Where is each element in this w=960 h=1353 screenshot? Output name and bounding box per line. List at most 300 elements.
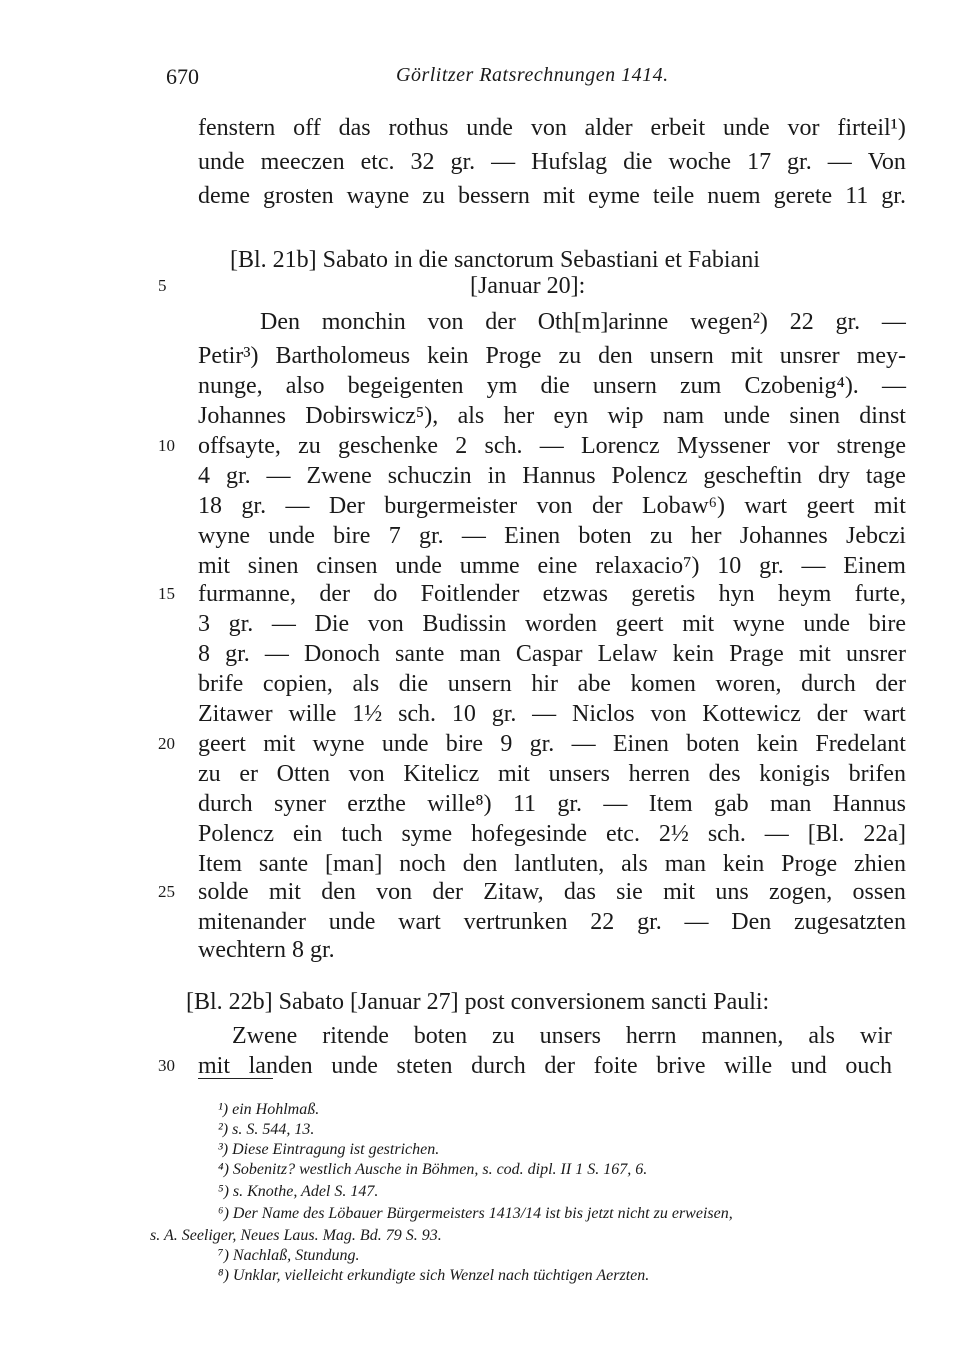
word: man: [770, 791, 812, 817]
word: gr.: [759, 553, 784, 579]
word: den: [321, 879, 356, 905]
text-line: [198, 698, 906, 730]
word: eyme: [587, 183, 640, 209]
word: her: [690, 523, 722, 549]
line-number: 15: [158, 584, 175, 603]
word: mit: [198, 553, 231, 579]
word: unde: [723, 403, 771, 429]
word: mit: [873, 493, 906, 519]
word: sch.: [707, 821, 746, 847]
text-line: [198, 340, 906, 372]
word: Foitlender: [420, 581, 520, 607]
word: von: [348, 761, 385, 787]
word: 8: [198, 641, 210, 667]
word: cinsen: [316, 553, 378, 579]
word: woren,: [715, 671, 782, 697]
word: etc.: [360, 149, 395, 175]
word: Hannus: [522, 463, 596, 489]
text-line: [198, 460, 906, 492]
word: furmanne,: [198, 581, 296, 607]
word: erzthe: [347, 791, 406, 817]
word: mey-: [856, 343, 906, 369]
word: boten: [686, 731, 740, 757]
word: unsrer: [845, 641, 906, 667]
word: bire: [868, 611, 906, 637]
word: von: [650, 701, 687, 727]
word: bire: [333, 523, 371, 549]
word: mannen,: [701, 1023, 784, 1049]
word: schuczin: [387, 463, 472, 489]
word: gab: [714, 791, 749, 817]
word: unsrer: [779, 343, 840, 369]
word: die: [623, 149, 653, 175]
word: 3: [198, 611, 210, 637]
word: wegen²): [690, 309, 768, 335]
word: dry: [817, 463, 850, 489]
word: Niclos: [571, 701, 635, 727]
word: grosten: [262, 183, 334, 209]
word: burgermeister: [384, 493, 518, 519]
word: eine: [537, 553, 578, 579]
footnote: ¹) ein Hohlmaß.: [218, 1101, 320, 1118]
word: 18: [198, 493, 222, 519]
word: strenge: [836, 433, 906, 459]
text-line: [198, 112, 906, 144]
word: die: [540, 373, 570, 399]
word: zhien: [853, 851, 906, 877]
word: Johannes: [198, 403, 286, 429]
word: Hufslag: [531, 149, 608, 175]
word: zu: [198, 761, 221, 787]
running-head: Görlitzer Ratsrechnungen 1414.: [396, 64, 669, 86]
word: von: [376, 879, 413, 905]
word: —: [539, 433, 564, 459]
word: lantluten,: [514, 851, 605, 877]
word: syme: [401, 821, 453, 847]
word: brive: [656, 1053, 706, 1079]
word: mit: [263, 731, 296, 757]
word: heym: [777, 581, 832, 607]
word: —: [264, 641, 289, 667]
word: gerete: [773, 183, 833, 209]
word: Bartholomeus: [275, 343, 411, 369]
text-line: [260, 306, 906, 338]
word: unde: [803, 611, 851, 637]
word: —: [881, 309, 906, 335]
word: her: [503, 403, 535, 429]
word: bire: [445, 731, 484, 757]
word: 10: [717, 553, 742, 579]
word: Item: [198, 851, 242, 877]
word: unsers: [548, 761, 610, 787]
word: unsern: [649, 343, 714, 369]
word: von: [536, 493, 573, 519]
word: teile: [652, 183, 695, 209]
text-line: [198, 638, 906, 670]
word: Die: [314, 611, 350, 637]
text-line: [198, 180, 906, 212]
text-line: [232, 1020, 892, 1052]
word: der: [816, 701, 848, 727]
word: mit: [663, 879, 696, 905]
word: Prage: [729, 641, 784, 667]
word: Der: [328, 493, 365, 519]
word: Zitawer: [198, 701, 273, 727]
word: —: [271, 611, 296, 637]
word: der: [319, 581, 350, 607]
word: unde: [381, 731, 429, 757]
word: 22: [789, 309, 814, 335]
word: wyne: [312, 731, 365, 757]
word: Einen: [504, 523, 561, 549]
word: Polencz: [198, 821, 274, 847]
word: zu: [298, 433, 321, 459]
word: der: [544, 1053, 575, 1079]
word: Von: [867, 149, 906, 175]
text-line: [198, 1050, 892, 1082]
word: Otten: [276, 761, 330, 787]
word: zogen,: [768, 879, 833, 905]
word: Johannes: [739, 523, 828, 549]
word: mitenander: [198, 909, 306, 935]
word: wille: [288, 701, 337, 727]
word: [Bl.: [807, 821, 845, 847]
word: Fredelant: [815, 731, 906, 757]
word: Item: [648, 791, 693, 817]
text-line: [198, 608, 906, 640]
word: der: [591, 493, 623, 519]
word: —: [571, 731, 596, 757]
word: solde: [198, 879, 249, 905]
word: zu: [422, 183, 445, 209]
word: gr.: [450, 149, 476, 175]
word: vor: [787, 433, 820, 459]
word: sch.: [398, 701, 437, 727]
word: brifen: [848, 761, 906, 787]
word: kein: [427, 343, 469, 369]
word: mit: [682, 611, 715, 637]
word: hir: [531, 671, 558, 697]
line-number: 20: [158, 734, 175, 753]
text-line: [198, 876, 906, 908]
word: foite: [593, 1053, 638, 1079]
word: unsers: [539, 1023, 601, 1049]
text-line: [198, 400, 906, 432]
word: mit: [730, 343, 763, 369]
word: offsayte,: [198, 433, 281, 459]
word: 10: [451, 701, 476, 727]
text-line: [198, 146, 906, 178]
word: das: [338, 115, 371, 141]
word: 11: [845, 183, 869, 209]
word: ouch: [845, 1053, 892, 1079]
word: erbeit: [650, 115, 706, 141]
line-number: 30: [158, 1056, 175, 1075]
word: kein: [722, 851, 765, 877]
section-heading-date: [Januar 20]:: [470, 273, 586, 299]
word: steten: [396, 1053, 453, 1079]
text-line: [198, 520, 906, 552]
word: 9: [500, 731, 513, 757]
word: Hannus: [832, 791, 906, 817]
word: unde: [395, 553, 442, 579]
word: wart: [744, 493, 788, 519]
word: mit: [542, 183, 575, 209]
word: sante: [258, 851, 309, 877]
word: der: [485, 309, 516, 335]
word: wir: [859, 1023, 892, 1049]
word: wart: [398, 909, 441, 935]
word: gr.: [637, 909, 662, 935]
word: gr.: [881, 183, 906, 209]
word: ritende: [322, 1023, 389, 1049]
word: —: [684, 909, 709, 935]
word: kein: [756, 731, 799, 757]
word: meeczen: [260, 149, 345, 175]
word: bessern: [457, 183, 530, 209]
word: 2: [455, 433, 468, 459]
word: unsern: [592, 373, 657, 399]
word: man: [459, 641, 501, 667]
word: unde: [198, 149, 245, 175]
footnote: s. A. Seeliger, Neues Laus. Mag. Bd. 79 S. 93.: [150, 1227, 442, 1244]
word: 22a]: [863, 821, 906, 847]
text-line: [198, 758, 906, 790]
word: den: [598, 343, 633, 369]
word: —: [827, 149, 852, 175]
word: gr.: [835, 309, 861, 335]
word: etzwas: [542, 581, 608, 607]
word: von: [530, 115, 567, 141]
word: von: [427, 309, 464, 335]
word: boten: [578, 523, 632, 549]
word: noch: [399, 851, 446, 877]
word: alder: [584, 115, 633, 141]
word: sinen: [247, 553, 299, 579]
word: Lorencz: [580, 433, 660, 459]
text-line: [198, 430, 906, 462]
word: und: [790, 1053, 827, 1079]
word: rothus: [388, 115, 449, 141]
word: als: [457, 403, 485, 429]
word: gr.: [225, 641, 250, 667]
word: geert: [615, 611, 664, 637]
word: abe: [577, 671, 611, 697]
word: Kottewicz: [702, 701, 801, 727]
word: geschenke: [338, 433, 438, 459]
word: [man]: [325, 851, 383, 877]
footnote: ⁸) Unklar, vielleicht erkundigte sich Wenzel nach tüchtigen Aerzten.: [218, 1267, 650, 1284]
word: geretis: [631, 581, 696, 607]
word: firteil¹): [837, 115, 906, 141]
word: wip: [607, 403, 644, 429]
text-line: [198, 370, 906, 402]
word: —: [491, 149, 516, 175]
word: gr.: [418, 523, 444, 549]
word: sante: [395, 641, 445, 667]
word: wille: [724, 1053, 773, 1079]
text-line: [198, 668, 906, 700]
word: gr.: [241, 493, 267, 519]
text-line: wechtern 8 gr.: [198, 937, 335, 963]
section-heading: [Bl. 22b] Sabato [Januar 27] post conversionem sancti Pauli:: [186, 989, 770, 1015]
word: die: [398, 671, 429, 697]
word: Einen: [612, 731, 669, 757]
word: dinst: [859, 403, 906, 429]
word: —: [881, 373, 906, 399]
word: durch: [471, 1053, 526, 1079]
word: landen: [248, 1053, 313, 1079]
word: Oth[m]arinne: [537, 309, 669, 335]
word: er: [239, 761, 258, 787]
word: Polencz: [611, 463, 688, 489]
word: gr.: [491, 701, 517, 727]
word: 22: [590, 909, 615, 935]
word: der: [432, 879, 463, 905]
word: Den: [731, 909, 772, 935]
word: Zwene: [232, 1023, 298, 1049]
word: sch.: [484, 433, 523, 459]
word: tage: [865, 463, 906, 489]
word: herrn: [625, 1023, 677, 1049]
word: mit: [798, 641, 831, 667]
word: unde: [466, 115, 513, 141]
word: relaxacio⁷): [595, 553, 700, 579]
word: Petir³): [198, 343, 259, 369]
word: worden: [525, 611, 597, 637]
word: wayne: [346, 183, 410, 209]
word: Caspar: [515, 641, 583, 667]
text-line: [198, 788, 906, 820]
word: der: [875, 671, 906, 697]
word: 2½: [658, 821, 689, 847]
footnote: ⁵) s. Knothe, Adel S. 147.: [218, 1183, 379, 1200]
word: Den: [260, 309, 300, 335]
word: —: [532, 701, 557, 727]
word: gr.: [787, 149, 812, 175]
word: 17: [747, 149, 772, 175]
word: zu: [558, 343, 582, 369]
word: Dobirswicz⁵),: [305, 403, 439, 429]
word: uns: [715, 879, 749, 905]
word: Proge: [485, 343, 542, 369]
word: gr.: [228, 611, 254, 637]
word: nunge,: [198, 373, 263, 399]
word: zum: [680, 373, 722, 399]
word: wyne: [198, 523, 250, 549]
word: monchin: [321, 309, 406, 335]
word: wyne: [732, 611, 785, 637]
word: 32: [410, 149, 435, 175]
word: brife: [198, 671, 244, 697]
word: man: [664, 851, 707, 877]
footnote-rule: [198, 1078, 273, 1079]
word: geert: [806, 493, 855, 519]
word: zu: [492, 1023, 515, 1049]
word: ym: [486, 373, 518, 399]
footnote: ²) s. S. 544, 13.: [218, 1121, 315, 1138]
word: ossen: [852, 879, 906, 905]
footnote: ⁷) Nachlaß, Stundung.: [218, 1247, 360, 1264]
word: do: [373, 581, 398, 607]
word: kein: [672, 641, 714, 667]
word: unde: [331, 1053, 378, 1079]
word: gr.: [225, 463, 251, 489]
line-number: 5: [158, 276, 167, 295]
footnote: ³) Diese Eintragung ist gestrichen.: [218, 1141, 440, 1158]
word: Zitaw,: [483, 879, 544, 905]
word: gr.: [529, 731, 555, 757]
word: konigis: [759, 761, 830, 787]
text-line: [198, 818, 906, 850]
word: hofegesinde: [471, 821, 588, 847]
word: durch: [198, 791, 253, 817]
word: gescheftin: [703, 463, 803, 489]
word: durch: [801, 671, 856, 697]
word: unde: [268, 523, 315, 549]
word: mit: [198, 1053, 231, 1079]
text-line: [198, 728, 906, 760]
word: syner: [273, 791, 326, 817]
word: wille⁸): [427, 791, 492, 817]
word: eyn: [553, 403, 589, 429]
word: Proge: [781, 851, 838, 877]
word: —: [764, 821, 789, 847]
word: furte,: [854, 581, 906, 607]
word: 4: [198, 463, 210, 489]
word: wart: [863, 701, 906, 727]
line-number: 25: [158, 882, 175, 901]
word: in: [487, 463, 507, 489]
word: Kitelicz: [403, 761, 480, 787]
word: unde: [723, 115, 770, 141]
word: —: [285, 493, 310, 519]
word: copien,: [262, 671, 333, 697]
text-line: [198, 490, 906, 522]
word: als: [808, 1023, 835, 1049]
word: als: [352, 671, 380, 697]
word: Budissin: [422, 611, 507, 637]
word: mit: [497, 761, 530, 787]
word: Einem: [843, 553, 906, 579]
word: ein: [292, 821, 323, 847]
word: als: [621, 851, 648, 877]
footnote: ⁴) Sobenitz? westlich Ausche in Böhmen, s. cod. dipl. II 1 S. 167, 6.: [218, 1161, 648, 1178]
text-line: [198, 578, 906, 610]
line-number: 10: [158, 436, 175, 455]
word: unsern: [447, 671, 512, 697]
word: —: [266, 463, 291, 489]
word: Lelaw: [597, 641, 658, 667]
word: 1½: [352, 701, 383, 727]
word: des: [708, 761, 741, 787]
word: komen: [630, 671, 696, 697]
word: woche: [668, 149, 732, 175]
word: 11: [512, 791, 537, 817]
footnote: ⁶) Der Name des Löbauer Bürgermeisters 1413/14 ist bis jetzt nicht zu erweisen,: [218, 1205, 733, 1222]
word: von: [367, 611, 404, 637]
word: Myssener: [676, 433, 771, 459]
word: fenstern: [198, 115, 276, 141]
word: umme: [459, 553, 520, 579]
word: off: [293, 115, 321, 141]
word: Donoch: [303, 641, 380, 667]
page-header: [166, 64, 906, 98]
word: also: [285, 373, 325, 399]
word: Lobaw⁶): [642, 493, 726, 519]
word: gr.: [557, 791, 583, 817]
word: unde: [328, 909, 376, 935]
